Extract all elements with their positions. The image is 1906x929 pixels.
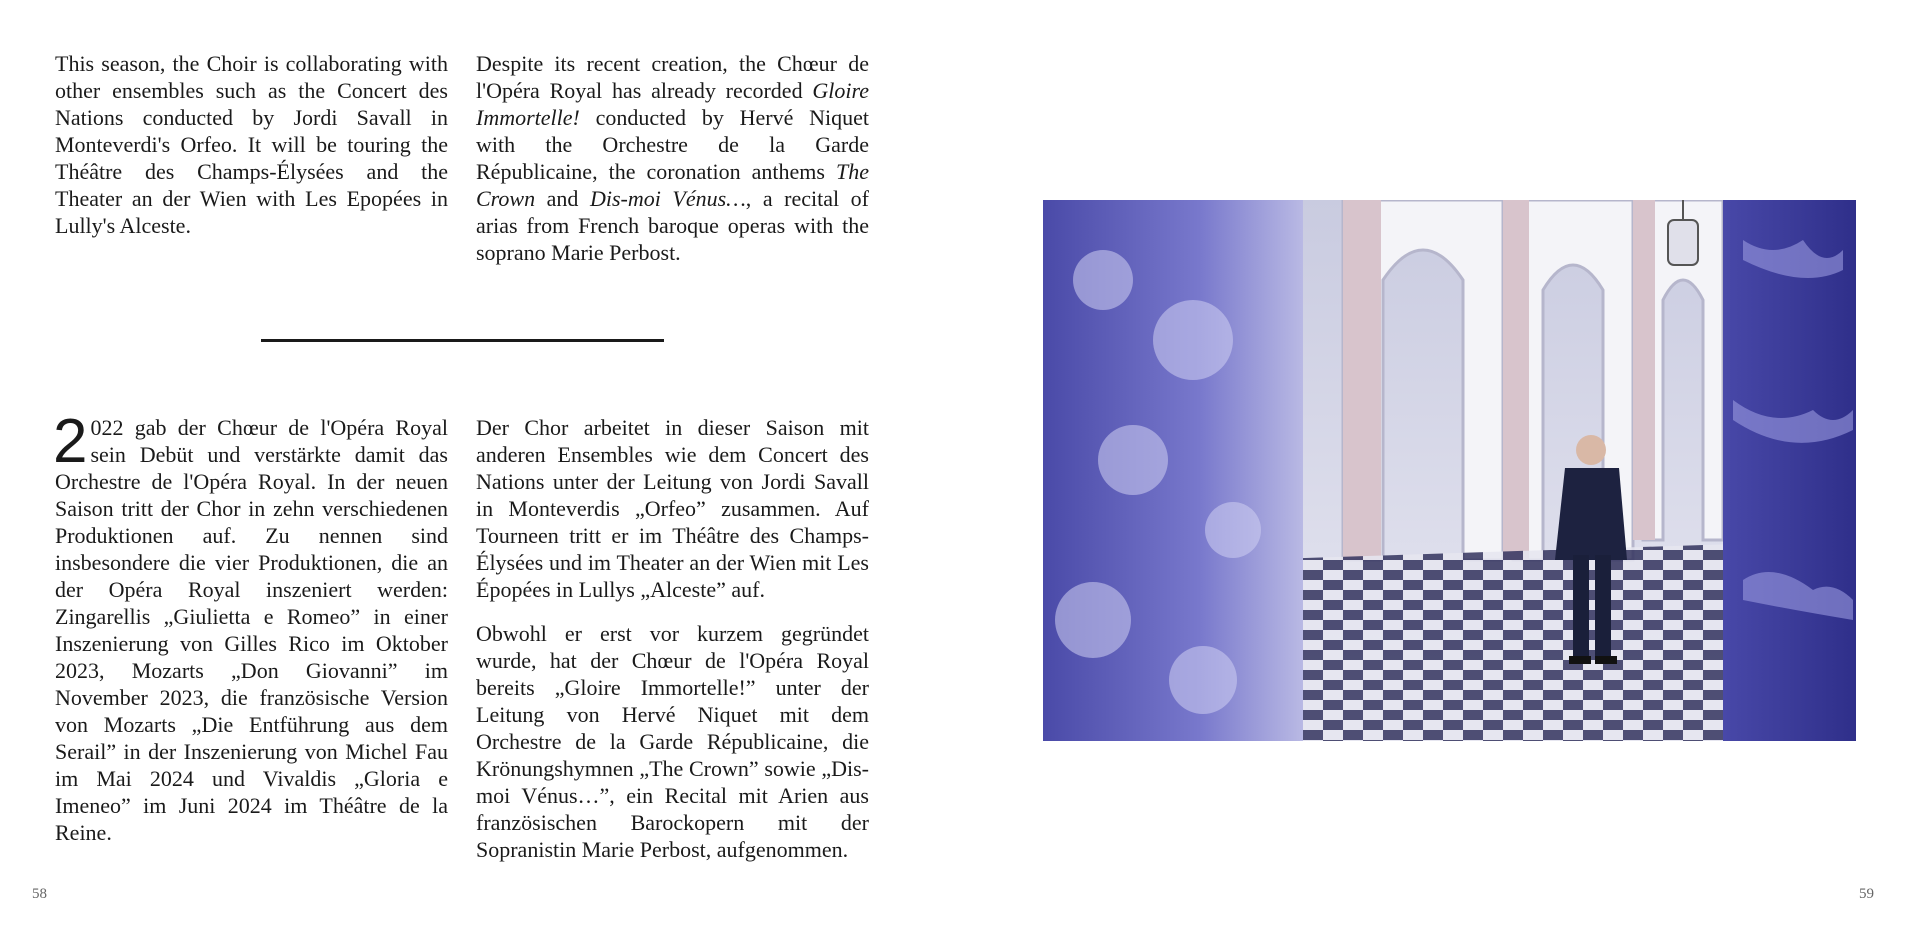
page-number-left: 58 [32,886,47,902]
conductor-photo [1043,200,1856,741]
section-divider [261,339,664,342]
german-paragraph-left: 2 022 gab der Chœur de l'Opéra Royal sein Debüt und verstärkte damit das Orchestre de l'Opéra Royal. In der neuen Saison tritt der Chor in zehn verschiedenen Produktionen auf. Zu nennen sind insbesondere die vier Produktionen, die an der Opéra Royal inszeniert werden: Zingarellis „Giulietta e Romeo” in einer Inszenierung von Gilles Rico im Oktober 2023, Mozarts „Don Giovanni” im November 2023, die französische Version von Mozarts „Die Entführung aus dem Serail” in der Inszenierung von Michel Fau im Mai 2024 und Vivaldis „Gloria e Imeneo” im Juni 2024 im Théâtre de la Reine. [53,407,448,845]
german-column-right [476,414,869,863]
german-paragraph-right-1: Der Chor arbeitet in dieser Saison mit anderen Ensembles wie dem Concert des Nations unter der Leitung von Jordi Savall in Monteverdis „Orfeo” zusammen. Auf Tourneen tritt er im Théâtre des Champs-Élysées und im Theater an der Wien mit Les Épopées in Lullys „Alceste” auf. [476,415,869,602]
english-column-right [476,50,869,266]
english-column-left [55,50,448,239]
english-paragraph-right: Despite its recent creation, the Chœur de l'Opéra Royal has already recorded Gloire Immortelle! conducted by Hervé Niquet with the Orchestre de la Garde Républicaine, the coronation anthems The Crown and Dis-moi Vénus…, a recital of arias from French baroque operas with the soprano Marie Perbost. [476,51,869,265]
drop-cap: 2 [53,407,88,476]
german-column-left [53,407,448,846]
english-paragraph-left: This season, the Choir is collaborating with other ensembles such as the Concert des Nations conducted by Jordi Savall in Monteverdi's Orfeo. It will be touring the Théâtre des Champs-Élysées and the Theater an der Wien with Les Epopées in Lully's Alceste. [55,51,448,238]
german-paragraph-right-2: Obwohl er erst vor kurzem gegründet wurde, hat der Chœur de l'Opéra Royal bereits „Gloire Immortelle!” unter der Leitung von Hervé Niquet mit dem Orchestre de la Garde Républicaine, die Krönungshymnen „The Crown” sowie „Dis-moi Vénus…”, ein Recital mit Arien aus französischen Barockopern mit der Sopranistin Marie Perbost, aufgenommen. [476,621,869,862]
page-number-right: 59 [1859,886,1874,902]
